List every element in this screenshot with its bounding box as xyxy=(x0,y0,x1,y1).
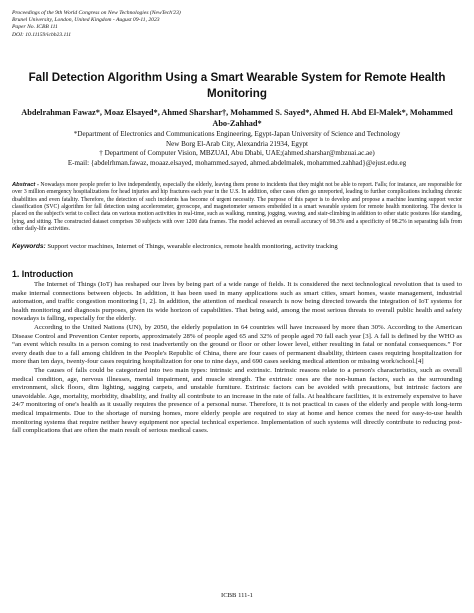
affiliation-ejust-address: New Borg El-Arab City, Alexandria 21934, Egypt xyxy=(165,139,309,148)
affiliation-mbzuai: † Department of Computer Vision, MBZUAI, Abu Dhabi, UAE;(ahmed.sharshar@mbzuai.ac.ae) xyxy=(99,149,375,158)
body-paragraph: According to the United Nations (UN), by 2050, the elderly population in 64 countries will have increased by more than 30%. According to the American Disease Control and Prevention Center reports, approximately 28% of people aged 65 and 32% of people aged 70 fall each year [3]. A fall is defined by the WHO as “an event which results in a person coming to rest inadvertently on the ground or floor or other lower level, either resulting in fatal or nonfatal consequences.” For every death due to a fall among children in the People's Republic of China, there are four cases of permanent disability, thirteen cases requiring hospitalization for more than ten days, twenty-four cases requiring hospitalization for one to nine days, and 690 cases seeking medical attention or missing work/school.[4] xyxy=(12,323,462,366)
abstract-text: Nowadays more people prefer to live independently, especially the elderly, leaving them prone to incidents that they might not be able to report. Falls; for instance, are responsible for over 3 million emergency hospitalizations for head injuries and hip fractures each year in the U.S. In addition, other cases often go unreported, leading to further complications including chronic disabilities and even fatality. Therefore, the detection of such incidents has become of urgent necessity. The purpose of this paper is to develop and propose a machine learning support vector classification (SVC) algorithm for fall detection using accelerometer, gyroscope, and magnetometer sensors embedded in a smart wearable system for remote health monitoring. The device is placed on the subject's wrist to collect data on various motion activities in real-time, such as walking, running, jogging, waving, and stair-climbing in addition to other static postures like standing, lying, and sitting. The constructed dataset comprises 30 subjects with over 1200 data frames. The model achieved an overall accuracy of 98.3% and a specificity of 98.2% in separating falls from other daily-life activities. xyxy=(12,182,463,233)
abstract-label: Abstract - xyxy=(12,182,39,188)
abstract xyxy=(12,182,462,233)
paper-title: Fall Detection Algorithm Using a Smart Wearable System for Remote Health Monitoring xyxy=(28,71,446,100)
affiliations xyxy=(18,130,456,168)
page-footer: ICBB 111-1 xyxy=(221,592,253,599)
body-paragraph: The causes of falls could be categorized into two main types: intrinsic and extrinsic. Intrinsic reasons relate to a person's characteristics, such as overall medical condition, age, nervous illnesses, mental impairment, and muscle strength. The extrinsic ones are the non-human factors, such as the surrounding environment, slick floors, dim lighting, sagging carpets, and unstable furniture. Extrinsic factors can be avoided with precautions, but intrinsic factors are unavoidable. Age, mortality, morbidity, disability, and frailty all contribute to an increase in the rate of falls. At healthcare facilities, it is extremely expensive to have 24/7 monitoring of one's health as it usually requires the presence of a personal nurse. Therefore, it is not practical in cases of the elderly and people with long-term medical impairments. Due to the shortage of nursing homes, more elderly people are required to stay at home and hence comes the need for easy-to-use health monitoring systems that require neither heavy equipment nor special technical experience. Implementation of such systems will directly contribute to reducing post-fall complications that are often the main result of serious medical cases. xyxy=(12,366,462,435)
header-line-venue: Brunel University, London, United Kingdom - August 09-11, 2023 xyxy=(12,17,160,24)
keywords-text: Support vector machines, Internet of Things, wearable electronics, remote health monitoring, activity tracking xyxy=(45,243,338,250)
header-line-doi: DOI: 10.11159/icbb23.111 xyxy=(12,31,72,38)
section-heading-introduction: 1. Introduction xyxy=(12,269,74,279)
author-emails: E-mail: {abdelrhman.fawaz, moaaz.elsayed, mohammed.sayed, ahmed.abdelmalek, mohammed.zahhad}@ejust.edu.eg xyxy=(67,158,407,167)
header-line-conference: Proceedings of the 9th World Congress on New Technologies (NewTech'23) xyxy=(12,10,181,16)
keywords-label: Keywords: xyxy=(12,243,46,250)
header-line-paper-number: Paper No. ICBB 111 xyxy=(12,24,58,31)
body-paragraph: The Internet of Things (IoT) has reshaped our lives by being part of a wide range of fields. It is considered the next technological revolution that is used to make internal connections between objects. In addition, it has been used in many applications such as smart cities, smart homes, waste management, industrial automation, and traffic congestion monitoring [1, 2]. In addition, the attention of medical research is now being directed towards the integration of IoT systems for health monitoring and diagnosis purposes, given its wide horizon of capabilities. That being said, among the most serious threats to overall public health and safety nowadays is falling, especially for the elderly. xyxy=(12,281,462,323)
affiliation-ejust: *Department of Electronics and Communications Engineering, Egypt-Japan University of Science and Technology xyxy=(73,130,401,138)
keywords xyxy=(12,243,462,251)
proceedings-header xyxy=(12,10,312,39)
introduction-body xyxy=(12,281,462,436)
author-list: Abdelrahman Fawaz*, Moaz Elsayed*, Ahmed Sharshar†, Mohammed S. Sayed*, Ahmed H. Abd El-Malek*, Mohammed Abo-Zahhad* xyxy=(21,108,453,128)
